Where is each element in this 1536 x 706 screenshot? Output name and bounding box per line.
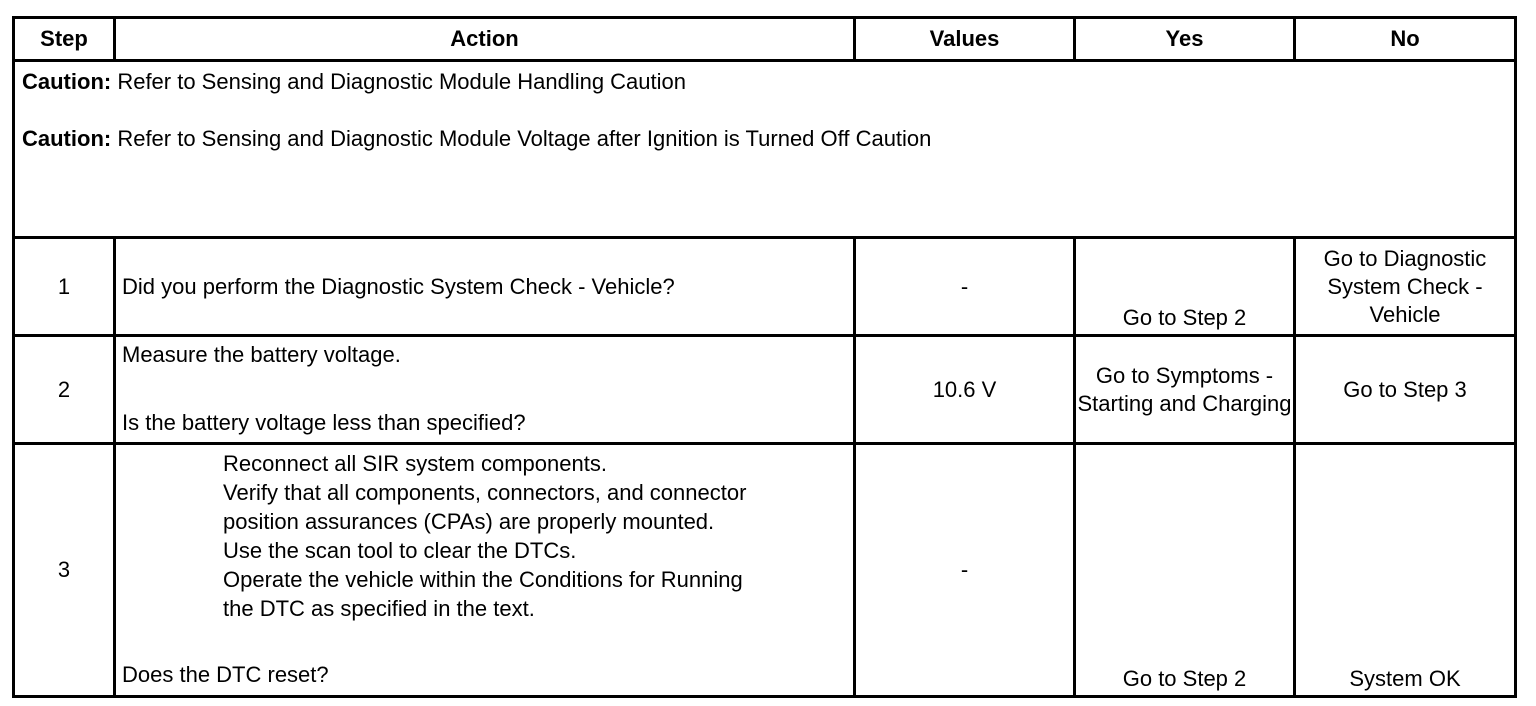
value-cell: - <box>855 238 1075 336</box>
caution-label: Caution: <box>22 126 112 151</box>
diagnostic-table <box>12 16 1517 698</box>
table-row <box>14 444 1516 697</box>
action-list <box>122 449 847 623</box>
yes-cell: Go to Step 2 <box>1075 444 1295 697</box>
action-question: Does the DTC reset? <box>122 662 329 687</box>
action-item: Use the scan tool to clear the DTCs. <box>223 538 577 563</box>
header-values: Values <box>855 18 1075 61</box>
caution-2 <box>22 125 1507 153</box>
value-cell: - <box>855 444 1075 697</box>
header-no: No <box>1295 18 1516 61</box>
step-number: 1 <box>14 238 115 336</box>
action-item: Reconnect all SIR system components. <box>223 451 607 476</box>
value-cell: 10.6 V <box>855 336 1075 444</box>
yes-cell: Go to Symptoms - Starting and Charging <box>1075 336 1295 444</box>
table-row <box>14 238 1516 336</box>
action-cell <box>115 336 855 444</box>
caution-text: Refer to Sensing and Diagnostic Module Handling Caution <box>111 69 686 94</box>
table-row <box>14 336 1516 444</box>
step-number: 2 <box>14 336 115 444</box>
action-text: Measure the battery voltage. <box>122 342 401 367</box>
header-row <box>14 18 1516 61</box>
action-item: Operate the vehicle within the Conditions for Running <box>223 567 743 592</box>
action-cell <box>115 444 855 697</box>
header-action: Action <box>115 18 855 61</box>
yes-cell: Go to Step 2 <box>1075 238 1295 336</box>
no-cell: Go to Step 3 <box>1295 336 1516 444</box>
action-item: the DTC as specified in the text. <box>223 596 535 621</box>
header-step: Step <box>14 18 115 61</box>
no-cell: System OK <box>1295 444 1516 697</box>
action-question: Is the battery voltage less than specified? <box>122 410 526 435</box>
action-item: position assurances (CPAs) are properly mounted. <box>223 509 715 534</box>
no-cell: Go to Diagnostic System Check - Vehicle <box>1295 238 1516 336</box>
step-number: 3 <box>14 444 115 697</box>
caution-label: Caution: <box>22 69 112 94</box>
caution-cell <box>14 61 1516 238</box>
action-text: Did you perform the Diagnostic System Check - Vehicle? <box>115 238 855 336</box>
caution-1 <box>22 68 1507 96</box>
caution-text: Refer to Sensing and Diagnostic Module Voltage after Ignition is Turned Off Caution <box>111 126 932 151</box>
caution-row <box>14 61 1516 238</box>
action-item: Verify that all components, connectors, and connector <box>223 480 747 505</box>
header-yes: Yes <box>1075 18 1295 61</box>
